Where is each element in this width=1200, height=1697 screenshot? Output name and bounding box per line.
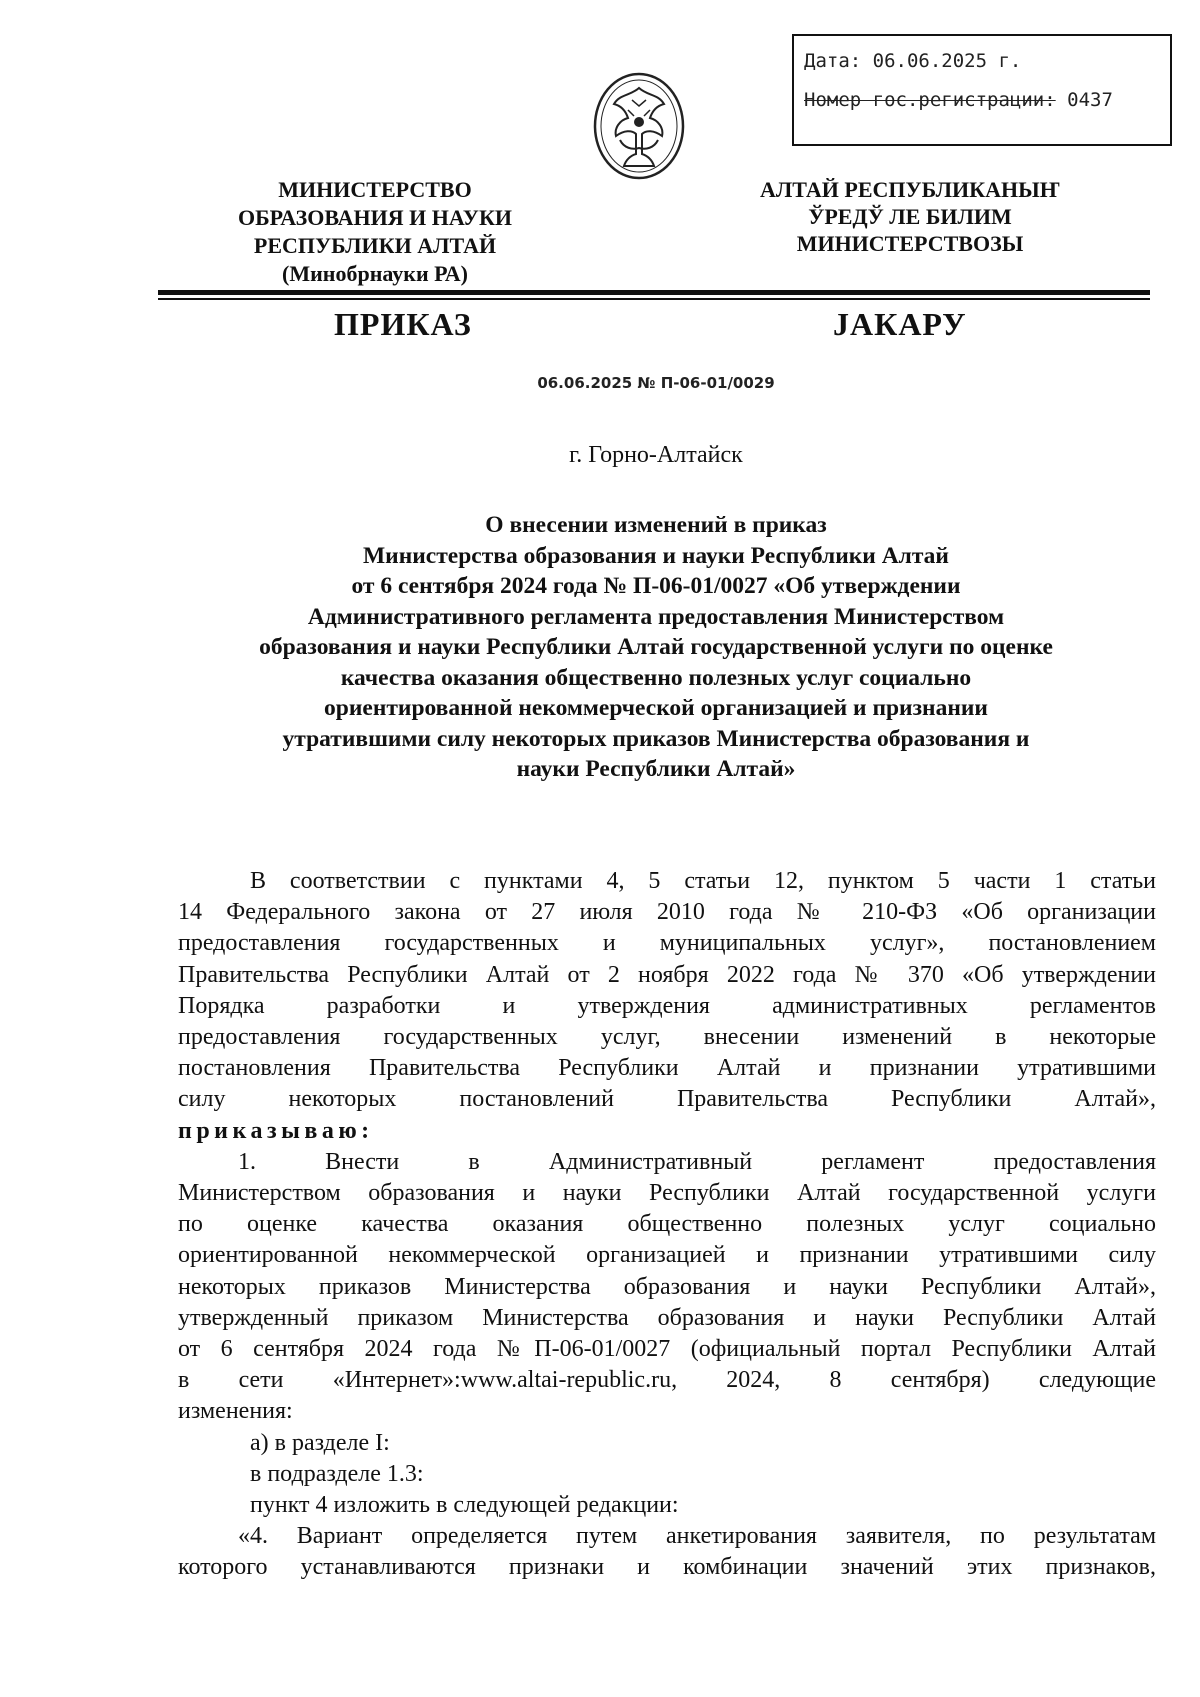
item1-line: от 6 сентября 2024 года №П-06-01/0027 (официальный портал Республики Алтай (178, 1336, 1156, 1363)
title-line: ориентированной некоммерческой организацией и признании (324, 695, 988, 721)
order-body (178, 866, 1156, 1584)
doc-type-russian: ПРИКАЗ (334, 306, 472, 342)
registration-number-value: 0437 (1067, 89, 1113, 111)
item1-line: ориентированной некоммерческой организацией и признании утратившими силу (178, 1242, 1156, 1269)
title-line: Административного регламента предоставления Министерством (307, 603, 1005, 630)
preamble-line: В соответствии с пунктами 4, 5 статьи 12, пунктом 5 части 1 статьи (250, 868, 1156, 894)
preamble-line: Правительства Республики Алтай от 2 ноября 2022 года № 370 «Об утверждении (178, 961, 1156, 988)
registration-date-label: Дата: (804, 50, 862, 72)
ministry-ru-line: ОБРАЗОВАНИЯ И НАУКИ (237, 205, 513, 230)
ministry-alt-line: АЛТАЙ РЕСПУБЛИКАНЫҤ (760, 177, 1060, 202)
quote-line: «4. Вариант определяется путем анкетирования заявителя, по результатам (238, 1523, 1156, 1550)
header-divider-thin (158, 298, 1150, 300)
sub-item-point: пункт 4 изложить в следующей редакции: (250, 1492, 679, 1519)
order-word: приказываю: (178, 1117, 374, 1144)
header-divider-thick (158, 290, 1150, 295)
item1-line: Министерством образования и науки Республики Алтай государственной услуги (178, 1180, 1156, 1207)
preamble-line: Порядка разработки и утверждения административных регламентов (178, 992, 1156, 1019)
title-line: Министерства образования и науки Республики Алтай (363, 542, 949, 569)
ministry-name-russian (200, 176, 550, 288)
ministry-alt-line: МИНИСТЕРСТВОЗЫ (796, 231, 1024, 256)
item1-line: 1. Внести в Административный регламент предоставления (238, 1148, 1156, 1175)
item1-line: в сети «Интернет»:www.altai-republic.ru, 2024, 8 сентября) следующие (178, 1367, 1156, 1394)
title-line: от 6 сентября 2024 года № П-06-01/0027 «Об утверждении (351, 573, 961, 599)
registration-number-row (804, 89, 1170, 111)
preamble-line: постановления Правительства Республики Алтай и признании утратившими (178, 1055, 1156, 1082)
sub-item-section: а) в разделе I: (250, 1429, 390, 1456)
ministry-ru-line: РЕСПУБЛИКИ АЛТАЙ (253, 233, 497, 258)
item1-line: некоторых приказов Министерства образования и науки Республики Алтай», (178, 1273, 1156, 1300)
registration-date-value: 06.06.2025 г. (872, 50, 1022, 72)
item1-line: утвержденный приказом Министерства образования и науки Республики Алтай (178, 1304, 1156, 1331)
ministry-ru-line: МИНИСТЕРСТВО (278, 177, 472, 202)
quote-line: которого устанавливаются признаки и комбинации значений этих признаков, (178, 1554, 1156, 1581)
doc-type-altai: ЈАКАРУ (833, 306, 967, 342)
preamble-line: предоставления государственных услуг, внесении изменений в некоторые (178, 1024, 1156, 1051)
coat-of-arms-emblem (590, 70, 688, 182)
ministry-name-altai (720, 176, 1100, 257)
preamble-line: 14 Федерального закона от 27 июля 2010 года № 210-ФЗ «Об организации (178, 899, 1156, 926)
title-line: утратившими силу некоторых приказов Министерства образования и (282, 725, 1030, 752)
preamble-line: силу некоторых постановлений Правительства Республики Алтай», (178, 1086, 1156, 1113)
sub-item-subsection: в подразделе 1.3: (250, 1460, 424, 1487)
title-line: качества оказания общественно полезных услуг социально (340, 664, 972, 691)
title-line: образования и науки Республики Алтай государственной услуги по оценке (259, 634, 1053, 660)
preamble-line: предоставления государственных и муниципальных услуг», постановлением (178, 930, 1156, 957)
registration-box (792, 34, 1172, 146)
title-line: О внесении изменений в приказ (485, 512, 827, 538)
registration-date-row (804, 50, 1170, 72)
registration-number-label: Номер гос.регистрации: (804, 89, 1056, 111)
item1-line: изменения: (178, 1398, 293, 1425)
item1-line: по оценке качества оказания общественно полезных услуг социально (178, 1211, 1156, 1238)
city: г. Горно-Алтайск (569, 442, 743, 468)
order-number: 06.06.2025 № П-06-01/0029 (537, 374, 775, 392)
order-title (160, 510, 1152, 785)
ministry-alt-line: ЎРЕДЎ ЛЕ БИЛИМ (808, 204, 1012, 229)
ministry-ru-abbreviation: (Минобрнауки РА) (282, 261, 468, 286)
title-line: науки Республики Алтай» (516, 756, 796, 782)
